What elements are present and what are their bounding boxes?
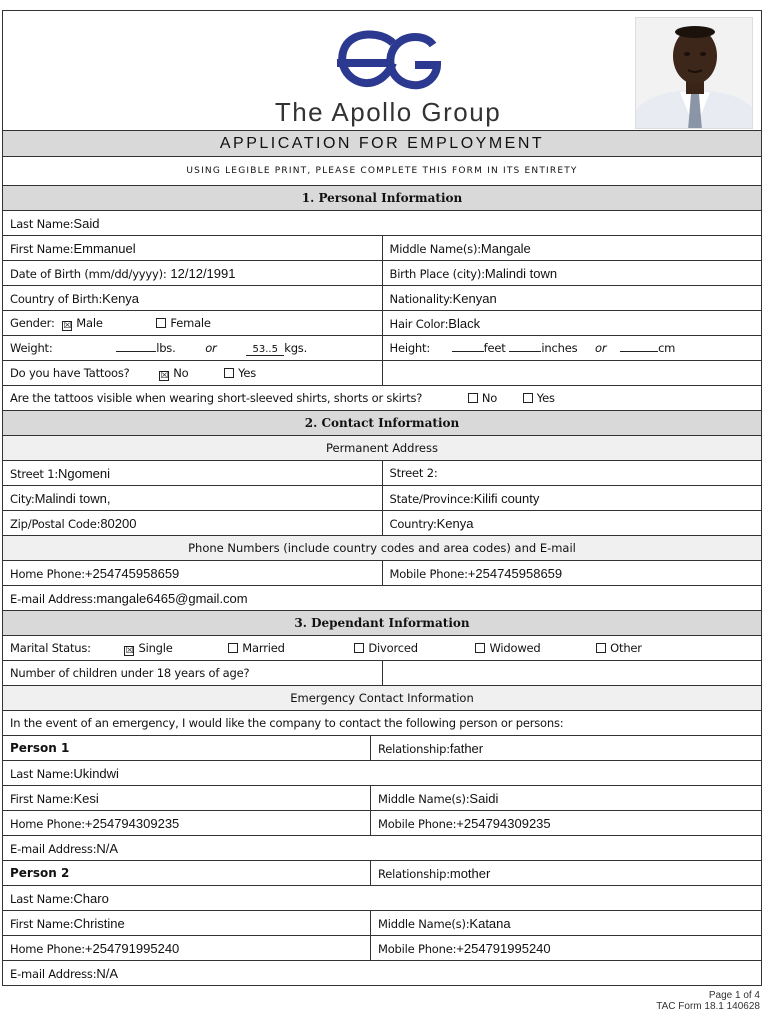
application-form bbox=[2, 10, 762, 986]
tattoo-no-checkbox[interactable]: ☒ bbox=[160, 370, 169, 381]
nationality-field[interactable]: Nationality:Kenyan bbox=[382, 286, 762, 311]
person-2-title: Person 2 bbox=[3, 861, 371, 886]
country-of-birth-field[interactable]: Country of Birth:Kenya bbox=[3, 286, 383, 311]
children-field: Number of children under 18 years of age? bbox=[3, 661, 383, 686]
person-1-home-phone-field[interactable]: Home Phone:+254794309235 bbox=[3, 811, 371, 836]
tattoos-field: Do you have Tattoos? ☒ No Yes bbox=[3, 361, 383, 386]
gender-field: Gender: ☒ Male Female bbox=[3, 311, 383, 336]
home-phone-value: +254745958659 bbox=[84, 565, 180, 581]
male-checkbox[interactable]: ☒ bbox=[63, 320, 72, 331]
state-value: Kilifi county bbox=[473, 490, 540, 506]
person-2-first-name-field[interactable]: First Name:Christine bbox=[3, 911, 371, 936]
phones-heading: Phone Numbers (include country codes and area codes) and E-mail bbox=[3, 536, 762, 561]
feet-input[interactable] bbox=[452, 351, 484, 352]
hair-color-value: Black bbox=[448, 315, 481, 331]
marital-status-field: Marital Status: ☒ Single Married Divorced Widowed Other bbox=[3, 636, 762, 661]
other-checkbox[interactable] bbox=[596, 643, 606, 653]
person-1-middle-name-value: Saidi bbox=[469, 790, 499, 806]
person-1-last-name-field[interactable]: Last Name:Ukindwi bbox=[3, 761, 762, 786]
logo-block bbox=[258, 29, 518, 128]
single-checkbox[interactable]: ☒ bbox=[125, 645, 134, 656]
person-1-first-name-field[interactable]: First Name:Kesi bbox=[3, 786, 371, 811]
emergency-instruction: In the event of an emergency, I would like the company to contact the following person or persons: bbox=[3, 711, 762, 736]
birth-place-value: Malindi town bbox=[484, 265, 558, 281]
form-instruction: USING LEGIBLE PRINT, PLEASE COMPLETE THIS FORM IN ITS ENTIRETY bbox=[3, 157, 762, 186]
section-dependant-heading: 3. Dependant Information bbox=[3, 611, 762, 636]
page-number: Page 1 of 4 bbox=[708, 990, 760, 1001]
weight-field: Weight: lbs. or 53..5 kgs. bbox=[3, 336, 383, 361]
person-1-relationship-value: father bbox=[449, 740, 484, 756]
zip-field[interactable]: Zip/Postal Code:80200 bbox=[3, 511, 383, 536]
persons-table bbox=[2, 735, 762, 986]
person-1-home-phone-value: +254794309235 bbox=[84, 815, 180, 831]
person-1-email-value: N/A bbox=[96, 840, 119, 856]
person-2-mobile-phone-field[interactable]: Mobile Phone:+254791995240 bbox=[371, 936, 762, 961]
person-1-first-name-value: Kesi bbox=[73, 790, 99, 806]
permanent-address-heading: Permanent Address bbox=[3, 436, 762, 461]
applicant-photo bbox=[635, 17, 753, 129]
mobile-phone-field[interactable]: Mobile Phone:+254745958659 bbox=[382, 561, 762, 586]
lbs-input[interactable] bbox=[116, 351, 156, 352]
country-of-birth-value: Kenya bbox=[102, 290, 140, 306]
city-value: Malindi town, bbox=[34, 490, 111, 506]
person-1-mobile-phone-value: +254794309235 bbox=[456, 815, 551, 831]
section-contact-heading: 2. Contact Information bbox=[3, 411, 762, 436]
street2-field[interactable]: Street 2: bbox=[382, 461, 762, 486]
person-2-email-value: N/A bbox=[96, 965, 119, 981]
last-name-value: Said bbox=[73, 215, 100, 231]
person-1-title: Person 1 bbox=[3, 736, 371, 761]
middle-name-value: Mangale bbox=[480, 240, 531, 256]
city-field[interactable]: City:Malindi town, bbox=[3, 486, 383, 511]
person-1-last-name-value: Ukindwi bbox=[73, 765, 119, 781]
form-table bbox=[2, 130, 762, 736]
zip-value: 80200 bbox=[100, 515, 137, 531]
person-2-middle-name-value: Katana bbox=[469, 915, 511, 931]
last-name-field[interactable]: Last Name:Said bbox=[3, 211, 762, 236]
person-1-email-field[interactable]: E-mail Address:N/A bbox=[3, 836, 762, 861]
mobile-phone-value: +254745958659 bbox=[467, 565, 563, 581]
person-2-home-phone-value: +254791995240 bbox=[84, 940, 180, 956]
country-field[interactable]: Country:Kenya bbox=[382, 511, 762, 536]
person-2-last-name-field[interactable]: Last Name:Charo bbox=[3, 886, 762, 911]
page-footer bbox=[656, 990, 760, 1012]
first-name-field[interactable]: First Name:Emmanuel bbox=[3, 236, 383, 261]
children-input[interactable] bbox=[382, 661, 762, 686]
cm-input[interactable] bbox=[620, 351, 658, 352]
street1-field[interactable]: Street 1:Ngomeni bbox=[3, 461, 383, 486]
birth-place-field[interactable]: Birth Place (city):Malindi town bbox=[382, 261, 762, 286]
first-name-value: Emmanuel bbox=[73, 240, 136, 256]
person-1-mobile-phone-field[interactable]: Mobile Phone:+254794309235 bbox=[371, 811, 762, 836]
company-name: The Apollo Group bbox=[274, 97, 502, 127]
person-photo-icon bbox=[636, 18, 753, 129]
email-field[interactable]: E-mail Address:mangale6465@gmail.com bbox=[3, 586, 762, 611]
apollo-group-logo bbox=[333, 29, 443, 93]
person-2-first-name-value: Christine bbox=[73, 915, 125, 931]
person-2-relationship-field[interactable]: Relationship:mother bbox=[371, 861, 762, 886]
person-1-relationship-field[interactable]: Relationship:father bbox=[371, 736, 762, 761]
tattoos-visible-field: Are the tattoos visible when wearing short-sleeved shirts, shorts or skirts? No Yes bbox=[3, 386, 762, 411]
person-2-last-name-value: Charo bbox=[73, 890, 109, 906]
person-2-relationship-value: mother bbox=[449, 865, 491, 881]
female-checkbox[interactable] bbox=[156, 318, 166, 328]
person-1-middle-name-field[interactable]: Middle Name(s):Saidi bbox=[371, 786, 762, 811]
nationality-value: Kenyan bbox=[452, 290, 497, 306]
form-title: APPLICATION FOR EMPLOYMENT bbox=[3, 131, 762, 157]
email-value: mangale6465@gmail.com bbox=[96, 590, 248, 606]
tattoos-empty-cell bbox=[382, 361, 762, 386]
country-value: Kenya bbox=[436, 515, 474, 531]
middle-name-field[interactable]: Middle Name(s):Mangale bbox=[382, 236, 762, 261]
form-header bbox=[2, 10, 762, 130]
inches-input[interactable] bbox=[509, 351, 541, 352]
person-2-email-field[interactable]: E-mail Address:N/A bbox=[3, 961, 762, 986]
visible-yes-checkbox[interactable] bbox=[523, 393, 533, 403]
height-field: Height: feet inches or cm bbox=[382, 336, 762, 361]
widowed-checkbox[interactable] bbox=[475, 643, 485, 653]
dob-field[interactable]: Date of Birth (mm/dd/yyyy): 12/12/1991 bbox=[3, 261, 383, 286]
person-2-middle-name-field[interactable]: Middle Name(s):Katana bbox=[371, 911, 762, 936]
form-id: TAC Form 18.1 140628 bbox=[656, 1001, 760, 1012]
kgs-input[interactable]: 53..5 bbox=[246, 344, 284, 356]
tattoo-yes-checkbox[interactable] bbox=[224, 368, 234, 378]
divorced-checkbox[interactable] bbox=[354, 643, 364, 653]
married-checkbox[interactable] bbox=[228, 643, 238, 653]
person-2-home-phone-field[interactable]: Home Phone:+254791995240 bbox=[3, 936, 371, 961]
emergency-heading: Emergency Contact Information bbox=[3, 686, 762, 711]
section-personal-heading: 1. Personal Information bbox=[3, 186, 762, 211]
hair-color-field[interactable]: Hair Color:Black bbox=[382, 311, 762, 336]
person-2-mobile-phone-value: +254791995240 bbox=[456, 940, 551, 956]
home-phone-field[interactable]: Home Phone:+254745958659 bbox=[3, 561, 383, 586]
dob-value: 12/12/1991 bbox=[170, 265, 236, 281]
street1-value: Ngomeni bbox=[58, 465, 111, 481]
state-field[interactable]: State/Province:Kilifi county bbox=[382, 486, 762, 511]
visible-no-checkbox[interactable] bbox=[468, 393, 478, 403]
